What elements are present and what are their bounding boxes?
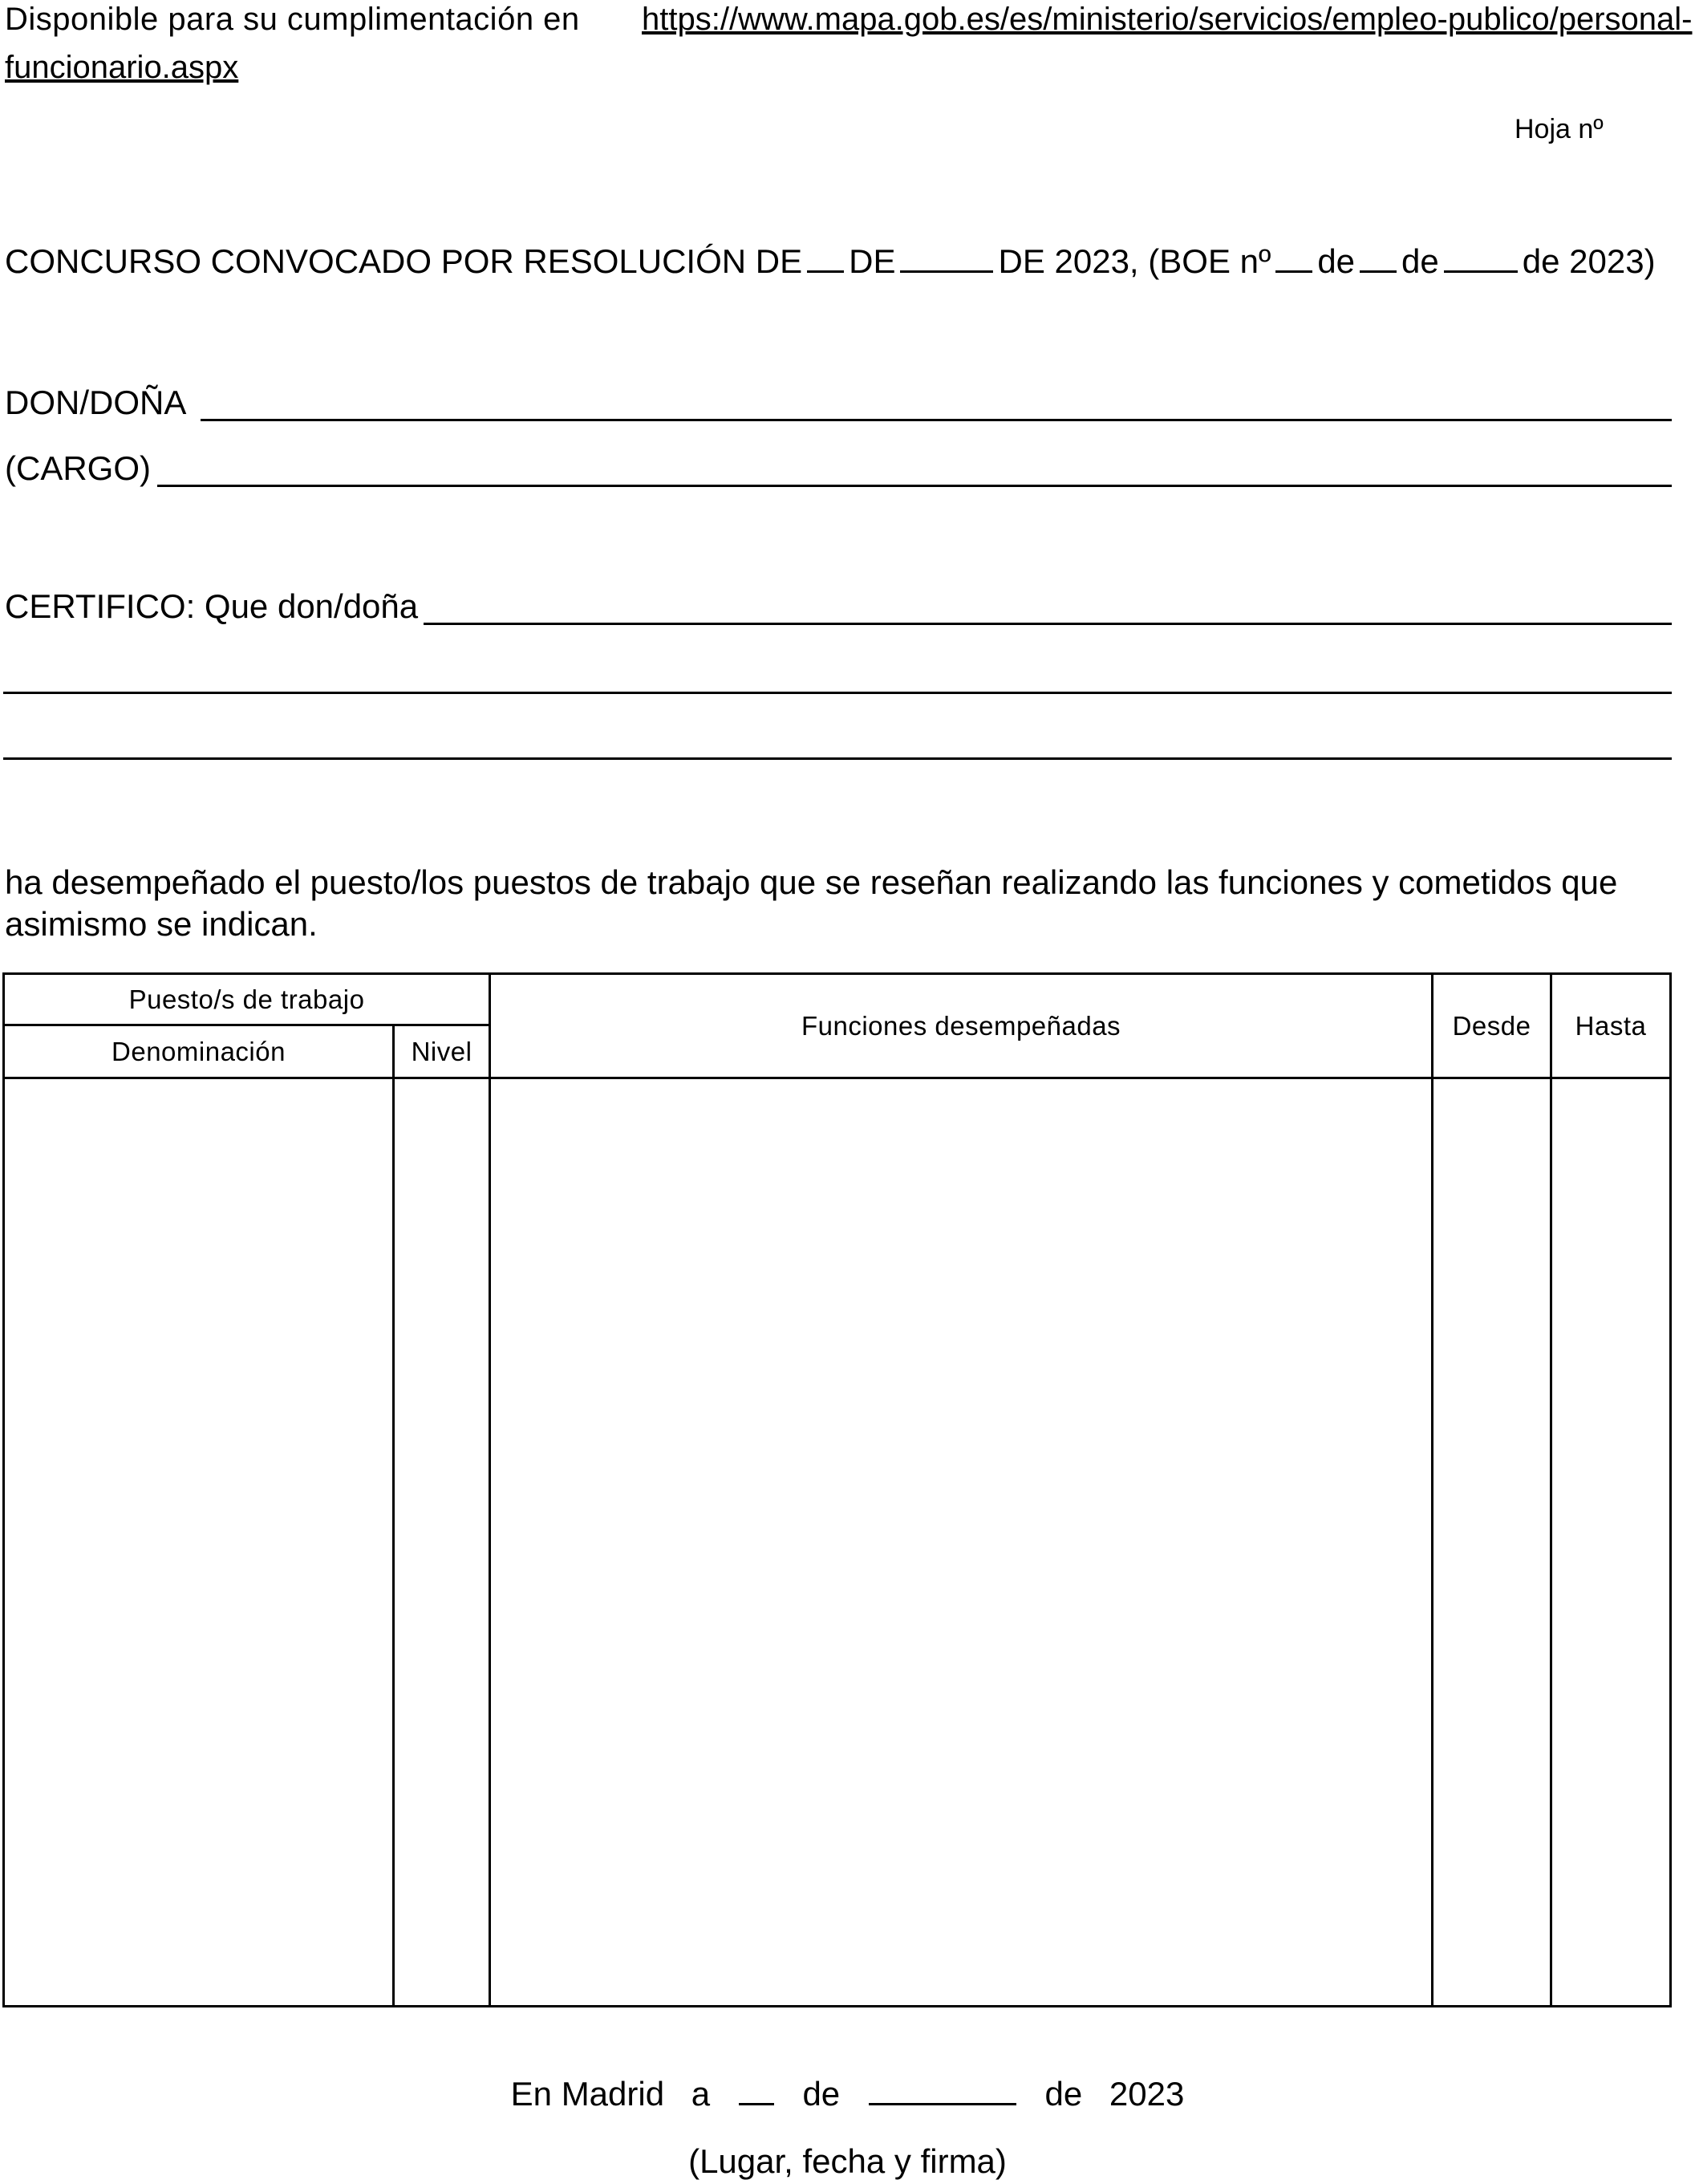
convocatoria-text-2: DE — [849, 242, 896, 280]
day-blank[interactable] — [739, 2102, 774, 2105]
header-denominacion: Denominación — [4, 1025, 394, 1078]
form-url-link-continued[interactable]: funcionario.aspx — [5, 50, 239, 85]
certifico-line-2[interactable] — [3, 692, 1672, 694]
convocatoria-line — [5, 242, 1656, 281]
form-url-link[interactable]: https://www.mapa.gob.es/es/ministerio/servicios/empleo-publico/personal- — [642, 2, 1693, 37]
convocatoria-text-5: de — [1401, 242, 1439, 280]
resolution-month-blank[interactable] — [900, 270, 993, 273]
nivel-cell[interactable] — [394, 1078, 490, 2007]
boe-month-blank[interactable] — [1444, 270, 1518, 273]
place-date-line — [0, 2075, 1695, 2113]
don-dona-field[interactable] — [201, 419, 1672, 421]
month-blank[interactable] — [869, 2102, 1016, 2105]
boe-number-blank[interactable] — [1275, 270, 1312, 273]
sheet-number-label: Hoja nº — [1515, 114, 1604, 144]
header-nivel: Nivel — [394, 1025, 490, 1078]
convocatoria-text-1: CONCURSO CONVOCADO POR RESOLUCIÓN DE — [5, 242, 803, 280]
denominacion-cell[interactable] — [4, 1078, 394, 2007]
convocatoria-text-4: de — [1317, 242, 1356, 280]
certifico-label: CERTIFICO: Que don/doña — [5, 587, 419, 625]
convocatoria-text-3: DE 2023, (BOE nº — [998, 242, 1271, 280]
place-text: En Madrid — [510, 2075, 665, 2113]
boe-day-blank[interactable] — [1360, 270, 1397, 273]
a-text: a — [691, 2075, 711, 2113]
header-hasta: Hasta — [1551, 974, 1671, 1078]
header-funciones: Funciones desempeñadas — [490, 974, 1433, 1078]
positions-table — [2, 972, 1672, 2007]
year-text: 2023 — [1109, 2075, 1185, 2113]
certifico-line-3[interactable] — [3, 757, 1672, 760]
resolution-day-blank[interactable] — [807, 270, 844, 273]
group-header-puestos: Puesto/s de trabajo — [4, 974, 490, 1025]
header-desde: Desde — [1433, 974, 1551, 1078]
certifico-name-field[interactable] — [424, 623, 1672, 625]
certification-paragraph: ha desempeñado el puesto/los puestos de trabajo que se reseñan realizando las funciones y cometidos que asimismo se indican. — [5, 863, 1618, 943]
de-text-1: de — [802, 2075, 841, 2113]
signature-note: (Lugar, fecha y firma) — [688, 2142, 1007, 2180]
desde-cell[interactable] — [1433, 1078, 1551, 2007]
hasta-cell[interactable] — [1551, 1078, 1671, 2007]
de-text-2: de — [1044, 2075, 1083, 2113]
availability-text: Disponible para su cumplimentación en — [5, 2, 580, 37]
cargo-field[interactable] — [157, 485, 1672, 487]
cargo-label: (CARGO) — [5, 449, 151, 487]
convocatoria-text-6: de 2023) — [1522, 242, 1656, 280]
don-dona-label: DON/DOÑA — [5, 384, 187, 421]
funciones-cell[interactable] — [490, 1078, 1433, 2007]
